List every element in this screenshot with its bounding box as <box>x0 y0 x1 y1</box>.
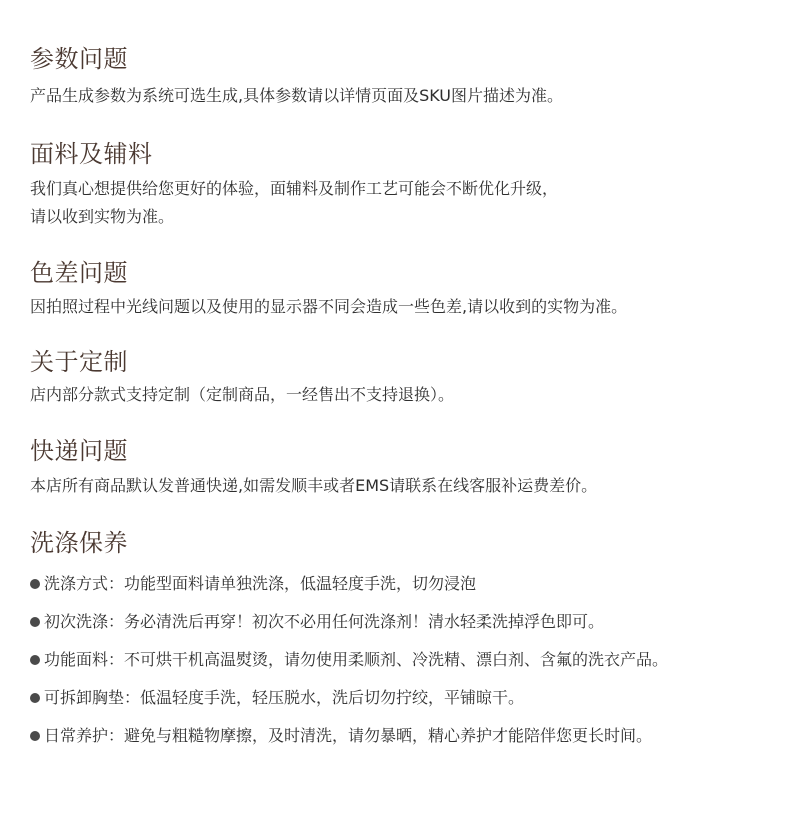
bullet-dot-icon <box>30 579 40 589</box>
section-title-parameters: 参数问题 <box>30 45 128 73</box>
section-text-fabric-line2: 请以收到实物为准。 <box>30 207 175 226</box>
section-title-customization: 关于定制 <box>30 348 128 376</box>
section-text-fabric-line1: 我们真心想提供给您更好的体验，面辅料及制作工艺可能会不断优化升级， <box>30 179 559 198</box>
care-item-text: 务必清洗后再穿！初次不必用任何洗涤剂！清水轻柔洗掉浮色即可。 <box>124 612 605 631</box>
bullet-dot-icon <box>30 693 40 703</box>
section-text-parameters: 产品生成参数为系统可选生成,具体参数请以详情页面及SKU图片描述为准。 <box>30 86 564 105</box>
care-item <box>30 688 524 708</box>
section-title-fabric: 面料及辅料 <box>30 140 153 168</box>
section-title-color-difference: 色差问题 <box>30 259 128 287</box>
bullet-dot-icon <box>30 731 40 741</box>
section-text-shipping: 本店所有商品默认发普通快递,如需发顺丰或者EMS请联系在线客服补运费差价。 <box>30 476 598 495</box>
care-item-text: 低温轻度手洗，轻压脱水，洗后切勿拧绞，平铺晾干。 <box>140 688 525 707</box>
care-item-label: 可拆卸胸垫： <box>44 688 141 707</box>
care-item-text: 不可烘干机高温熨烫，请勿使用柔顺剂、冷洗精、漂白剂、含氟的洗衣产品。 <box>124 650 669 669</box>
section-text-customization: 店内部分款式支持定制（定制商品，一经售出不支持退换）。 <box>30 385 455 404</box>
care-item-label: 功能面料： <box>44 650 125 669</box>
section-title-care: 洗涤保养 <box>30 529 128 557</box>
care-item-label: 初次洗涤： <box>44 612 125 631</box>
care-item-label: 洗涤方式： <box>44 574 125 593</box>
care-item <box>30 726 652 746</box>
care-item-text: 功能型面料请单独洗涤，低温轻度手洗，切勿浸泡 <box>124 574 477 593</box>
care-item-text: 避免与粗糙物摩擦，及时清洗，请勿暴晒，精心养护才能陪伴您更长时间。 <box>124 726 653 745</box>
section-title-shipping: 快递问题 <box>30 437 128 465</box>
care-item <box>30 612 604 632</box>
bullet-dot-icon <box>30 655 40 665</box>
care-item <box>30 574 476 594</box>
care-item <box>30 650 668 670</box>
section-text-color-difference: 因拍照过程中光线问题以及使用的显示器不同会造成一些色差,请以收到的实物为准。 <box>30 297 628 316</box>
care-item-label: 日常养护： <box>44 726 125 745</box>
bullet-dot-icon <box>30 617 40 627</box>
